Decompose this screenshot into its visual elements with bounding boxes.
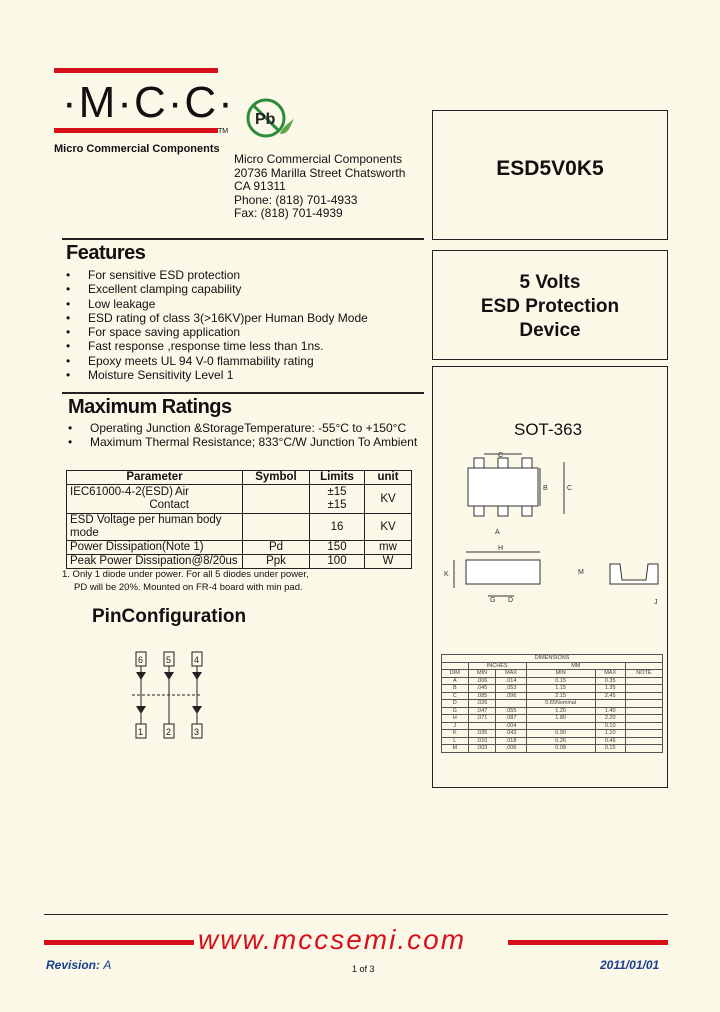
list-item: • For space saving application [66, 325, 368, 339]
revision [46, 958, 111, 972]
table-cell: B [442, 685, 469, 693]
table-cell: 0.08 [526, 745, 595, 753]
diode-icon [192, 672, 202, 680]
package-outline-drawing [440, 448, 660, 608]
table-row [442, 700, 663, 708]
table-cell: Ppk [243, 555, 310, 569]
pin-label: 5 [166, 655, 172, 665]
table-cell: ±15 [327, 499, 347, 511]
table-cell: 1.35 [595, 685, 625, 693]
table-cell: 0.46 [595, 737, 625, 745]
table-cell [625, 715, 662, 723]
table-cell: D [442, 700, 469, 708]
list-item: • Fast response ,response time less than 1ns. [66, 339, 368, 353]
table-cell: C [442, 692, 469, 700]
table-row [67, 555, 412, 569]
website-link[interactable]: www.mccsemi.com [198, 924, 467, 955]
table-cell: G [442, 707, 469, 715]
table-cell: .096 [496, 692, 526, 700]
dim-label: A [495, 529, 500, 536]
ratings-list [68, 421, 417, 450]
table-cell: IEC61000-4-2(ESD) [70, 486, 173, 498]
footer-right-bar [508, 940, 668, 945]
table-row [442, 730, 663, 738]
table-cell [625, 700, 662, 708]
fax-line: Fax: (818) 701-4939 [234, 206, 343, 220]
table-cell: ±15 [327, 486, 347, 498]
table-cell [625, 722, 662, 730]
list-item: • Moisture Sensitivity Level 1 [66, 368, 368, 382]
table-row [67, 514, 412, 541]
table-row [442, 685, 663, 693]
table-cell [625, 745, 662, 753]
list-item: • Maximum Thermal Resistance; 833°C/W Junction To Ambient [68, 435, 417, 449]
inches-label: INCHES [468, 662, 526, 670]
table-header: Symbol [243, 471, 310, 485]
table-header: Parameter [67, 471, 243, 485]
dim-header: NOTE [625, 670, 662, 678]
table-cell: 2.45 [595, 692, 625, 700]
dim-label: C [567, 485, 573, 492]
table-row [67, 541, 412, 555]
footer-rule [44, 914, 668, 915]
pin-configuration-diagram [128, 650, 218, 740]
pin-label: 4 [194, 655, 200, 665]
part-number-box [432, 110, 668, 240]
dimensions-title: DIMENSIONS [442, 655, 663, 663]
table-row [442, 737, 663, 745]
list-item: • Low leakage [66, 297, 368, 311]
table-cell: .045 [468, 685, 496, 693]
dim-label: D [508, 597, 514, 604]
pin-label: 3 [194, 727, 200, 737]
table-row [67, 485, 412, 514]
dim-header: MAX [496, 670, 526, 678]
revision-label: Revision: [46, 958, 101, 972]
table-cell [496, 700, 526, 708]
table-cell: A [442, 677, 469, 685]
dim-header: MIN [526, 670, 595, 678]
address-line: 20736 Marilla Street Chatsworth [234, 165, 406, 180]
address-line: Micro Commercial Components [234, 152, 403, 166]
diode-icon [192, 706, 202, 714]
table-cell: .010 [468, 737, 496, 745]
table-row [442, 745, 663, 753]
note-line: PD will be 20%. Mounted on FR-4 board with min pad. [74, 582, 303, 593]
table-cell: J [442, 722, 469, 730]
table-cell [526, 722, 595, 730]
table-cell: .035 [468, 730, 496, 738]
table-cell: .071 [468, 715, 496, 723]
footer-left-bar [44, 940, 194, 945]
features-heading: Features [66, 242, 146, 264]
table-cell: .014 [496, 677, 526, 685]
company-name: Micro Commercial Components [54, 143, 220, 155]
page-number: 1 of 3 [352, 964, 375, 974]
table-cell: .055 [496, 707, 526, 715]
table-cell: Contact [149, 499, 189, 511]
package-side-view [466, 560, 540, 584]
table-cell [625, 707, 662, 715]
phone-line: Phone: (818) 701-4933 [234, 192, 358, 207]
revision-date: 2011/01/01 [600, 958, 660, 972]
table-cell: L [442, 737, 469, 745]
features-rule [62, 238, 424, 240]
table-cell: 16 [310, 514, 365, 541]
table-cell [625, 685, 662, 693]
address-line: CA 91311 [234, 179, 286, 193]
list-item: • ESD rating of class 3(>16KV)per Human Body Mode [66, 311, 368, 325]
dimensions-table [441, 654, 663, 753]
package-end-view [610, 564, 658, 584]
table-cell: 100 [310, 555, 365, 569]
table-cell: Air [174, 486, 189, 498]
table-cell: .043 [496, 730, 526, 738]
list-item: • Operating Junction &StorageTemperature: -55°C to +150°C [68, 421, 417, 435]
dim-label: H [498, 545, 504, 552]
table-cell: Power Dissipation(Note 1) [67, 541, 243, 555]
table-cell: K [442, 730, 469, 738]
table-cell: .085 [468, 692, 496, 700]
table-header: Limits [310, 471, 365, 485]
list-item: • Excellent clamping capability [66, 282, 368, 296]
table-cell: 0.26 [526, 737, 595, 745]
description-line: Device [519, 320, 581, 341]
ratings-rule [62, 392, 424, 394]
table-cell: .026 [468, 700, 496, 708]
pb-text: Pb [255, 111, 276, 128]
dimensions-body [442, 677, 663, 752]
list-item: • Epoxy meets UL 94 V-0 flammability rating [66, 354, 368, 368]
revision-value: A [103, 958, 112, 972]
table-cell: KV [365, 485, 412, 514]
dim-header: MAX [595, 670, 625, 678]
dim-header: DIM [442, 670, 469, 678]
table-cell: 0.90 [526, 730, 595, 738]
mcc-logo: ·M·C·C· [62, 78, 235, 127]
diode-icon [136, 672, 146, 680]
table-header: unit [365, 471, 412, 485]
ratings-table [66, 470, 412, 569]
dim-label: B [543, 485, 548, 492]
dim-label: C [498, 452, 504, 459]
table-cell: 0.15 [526, 677, 595, 685]
part-number: ESD5V0K5 [496, 157, 604, 180]
table-cell: 1.15 [526, 685, 595, 693]
table-cell: KV [365, 514, 412, 541]
table-row [442, 707, 663, 715]
diode-icon [136, 706, 146, 714]
list-item: • For sensitive ESD protection [66, 268, 368, 282]
table-cell: 2.15 [526, 692, 595, 700]
table-cell: .018 [496, 737, 526, 745]
dim-label: J [654, 599, 658, 606]
dim-label: M [578, 569, 584, 576]
table-cell [625, 737, 662, 745]
table-cell [625, 692, 662, 700]
table-cell: 0.10 [595, 722, 625, 730]
table-cell [468, 722, 496, 730]
dim-label: K [444, 571, 449, 578]
table-cell [625, 730, 662, 738]
logo-top-bar [54, 68, 218, 73]
table-row [442, 722, 663, 730]
table-row [442, 715, 663, 723]
pin-label: 2 [166, 727, 172, 737]
table-cell: 1.80 [526, 715, 595, 723]
table-cell: .003 [468, 745, 496, 753]
table-cell [595, 700, 625, 708]
table-cell: 0.35 [595, 677, 625, 685]
table-cell: .006 [468, 677, 496, 685]
pin-label: 6 [138, 655, 144, 665]
features-list [66, 268, 368, 382]
table-cell: 0.15 [595, 745, 625, 753]
logo-bottom-bar [54, 128, 218, 133]
table-cell: 150 [310, 541, 365, 555]
table-row [442, 677, 663, 685]
table-cell [243, 514, 310, 541]
table-cell: Pd [243, 541, 310, 555]
table-cell: 1.20 [526, 707, 595, 715]
description-box [432, 250, 668, 360]
device-description [433, 271, 667, 343]
table-cell: W [365, 555, 412, 569]
pb-free-badge [244, 96, 296, 140]
package-top-view [468, 468, 538, 506]
table-row [442, 692, 663, 700]
trademark: TM [218, 128, 229, 135]
table-cell: 1.10 [595, 730, 625, 738]
table-cell: .004 [496, 722, 526, 730]
dim-label: G [490, 597, 496, 604]
ratings-heading: Maximum Ratings [68, 396, 232, 418]
table-cell: H [442, 715, 469, 723]
table-cell: mw [365, 541, 412, 555]
company-address [234, 153, 405, 221]
table-cell: .047 [468, 707, 496, 715]
package-name: SOT-363 [514, 420, 583, 439]
table-cell: Peak Power Dissipation@8/20us [67, 555, 243, 569]
table-cell: .006 [496, 745, 526, 753]
table-cell: .053 [496, 685, 526, 693]
description-line: ESD Protection [480, 296, 620, 317]
dim-header: MIN [468, 670, 496, 678]
pin-config-heading: PinConfiguration [92, 606, 247, 627]
table-cell: 2.20 [595, 715, 625, 723]
table-cell: M [442, 745, 469, 753]
note-line: 1. Only 1 diode under power. For all 5 diodes under power, [62, 569, 309, 580]
table-cell: ESD Voltage per human body mode [67, 514, 243, 541]
mm-label: MM [526, 662, 625, 670]
pin-label: 1 [138, 727, 144, 737]
table-cell: .087 [496, 715, 526, 723]
table-cell [625, 677, 662, 685]
description-line: 5 Volts [519, 272, 581, 293]
table-cell: 0.65Nominal [526, 700, 595, 708]
diode-icon [164, 672, 174, 680]
ratings-note [62, 568, 309, 594]
table-cell: 1.40 [595, 707, 625, 715]
ratings-body [67, 514, 412, 569]
